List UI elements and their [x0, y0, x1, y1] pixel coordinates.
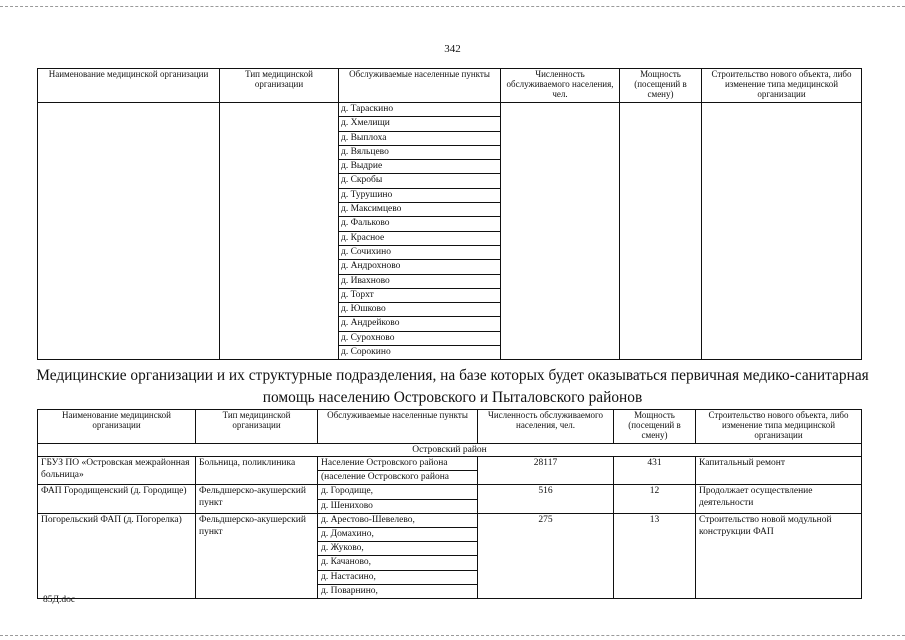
org-name: ГБУЗ ПО «Островская межрайонная больница» — [38, 457, 196, 485]
header-construction: Строительство нового объекта, либо изменение типа медицинской организации — [696, 410, 862, 444]
table-row — [38, 457, 862, 485]
settlement-item: д. Выплоха — [339, 132, 500, 146]
org-settlements — [318, 457, 478, 485]
settlement-item: д. Турушино — [339, 189, 500, 203]
district-row — [38, 444, 862, 457]
continuation-table — [37, 68, 862, 360]
header-capacity: Мощность (посещений в смену) — [620, 69, 702, 103]
settlement-item: д. Красное — [339, 232, 500, 246]
settlement-item: д. Максимцево — [339, 203, 500, 217]
settlement-item: д. Сорокино — [341, 347, 391, 358]
settlement-item: д. Юшково — [339, 303, 500, 317]
cell-empty-construction — [702, 103, 862, 360]
header-name: Наименование медицинской организации — [38, 69, 220, 103]
settlement-list — [321, 485, 474, 512]
settlement-item: д. Скробы — [339, 174, 500, 188]
settlement-item: д. Настасино, — [318, 571, 477, 585]
header-population: Численность обслуживаемого населения, чел. — [478, 410, 614, 444]
org-settlements — [318, 485, 478, 513]
settlement-item: д. Качаново, — [318, 556, 477, 570]
header-type: Тип медицинской организации — [196, 410, 318, 444]
settlement-item: д. Сурохново — [339, 332, 500, 346]
settlement-item: д. Сочихино — [339, 246, 500, 260]
org-population: 275 — [478, 513, 614, 598]
settlement-item: Население Островского района — [318, 457, 477, 471]
facilities-table — [37, 409, 862, 599]
cell-empty-population — [501, 103, 620, 360]
settlements-cell — [339, 103, 501, 360]
org-settlements — [318, 513, 478, 598]
org-capacity: 13 — [614, 513, 696, 598]
org-name: Погорельский ФАП (д. Погорелка) — [38, 513, 196, 598]
header-capacity: Мощность (посещений в смену) — [614, 410, 696, 444]
org-name: ФАП Городищенский (д. Городище) — [38, 485, 196, 513]
cell-empty-capacity — [620, 103, 702, 360]
settlement-item: д. Городище, — [318, 485, 477, 499]
org-type: Фельдшерско-акушерский пункт — [196, 485, 318, 513]
settlement-list — [321, 457, 474, 484]
table-row — [38, 103, 862, 360]
settlement-item: д. Хмелищи — [339, 117, 500, 131]
cell-empty-type — [220, 103, 339, 360]
settlement-list — [321, 514, 474, 598]
settlement-item: (население Островского района — [321, 472, 449, 483]
org-capacity: 12 — [614, 485, 696, 513]
header-name: Наименование медицинской организации — [38, 410, 196, 444]
settlement-item: д. Поварнино, — [321, 585, 378, 596]
settlement-item: д. Тараскино — [339, 103, 500, 117]
org-type: Фельдшерско-акушерский пункт — [196, 513, 318, 598]
org-construction: Строительство новой модульной конструкции ФАП — [696, 513, 862, 598]
header-population: Численность обслуживаемого населения, чел. — [501, 69, 620, 103]
settlement-item: д. Выдрие — [339, 160, 500, 174]
settlement-item: д. Домахино, — [318, 528, 477, 542]
cell-empty-name — [38, 103, 220, 360]
table-header-row — [38, 410, 862, 444]
org-type: Больница, поликлиника — [196, 457, 318, 485]
org-population: 516 — [478, 485, 614, 513]
org-capacity: 431 — [614, 457, 696, 485]
table-row — [38, 513, 862, 598]
top-edge-dashes — [0, 6, 905, 7]
settlement-item: д. Арестово-Шевелево, — [318, 514, 477, 528]
org-construction: Капитальный ремонт — [696, 457, 862, 485]
header-type: Тип медицинской организации — [220, 69, 339, 103]
table-row — [38, 485, 862, 513]
section-heading: Медицинские организации и их структурные подразделения, на базе которых будет оказываться первичная медико-санитарная помощь населению Островского и Пыталовского районов — [36, 367, 869, 406]
district-label: Островский район — [38, 444, 862, 457]
table-header-row — [38, 69, 862, 103]
bottom-edge-dashes — [0, 635, 905, 636]
settlement-list — [342, 103, 497, 359]
footer-filename: 85Д.doc — [43, 595, 76, 605]
header-settlements: Обслуживаемые населенные пункты — [339, 69, 501, 103]
header-settlements: Обслуживаемые населенные пункты — [318, 410, 478, 444]
settlement-item: д. Ивахново — [339, 275, 500, 289]
page-number: 342 — [444, 43, 461, 55]
settlement-item: д. Торхт — [339, 289, 500, 303]
header-construction: Строительство нового объекта, либо изменение типа медицинской организации — [702, 69, 862, 103]
settlement-item: д. Вяльцево — [339, 146, 500, 160]
settlement-item: д. Жуково, — [318, 542, 477, 556]
org-construction: Продолжает осуществление деятельности — [696, 485, 862, 513]
settlement-item: д. Андрохново — [339, 260, 500, 274]
settlement-item: д. Андрейково — [339, 317, 500, 331]
org-population: 28117 — [478, 457, 614, 485]
settlement-item: д. Шенихово — [321, 500, 373, 511]
settlement-item: д. Фальково — [339, 217, 500, 231]
